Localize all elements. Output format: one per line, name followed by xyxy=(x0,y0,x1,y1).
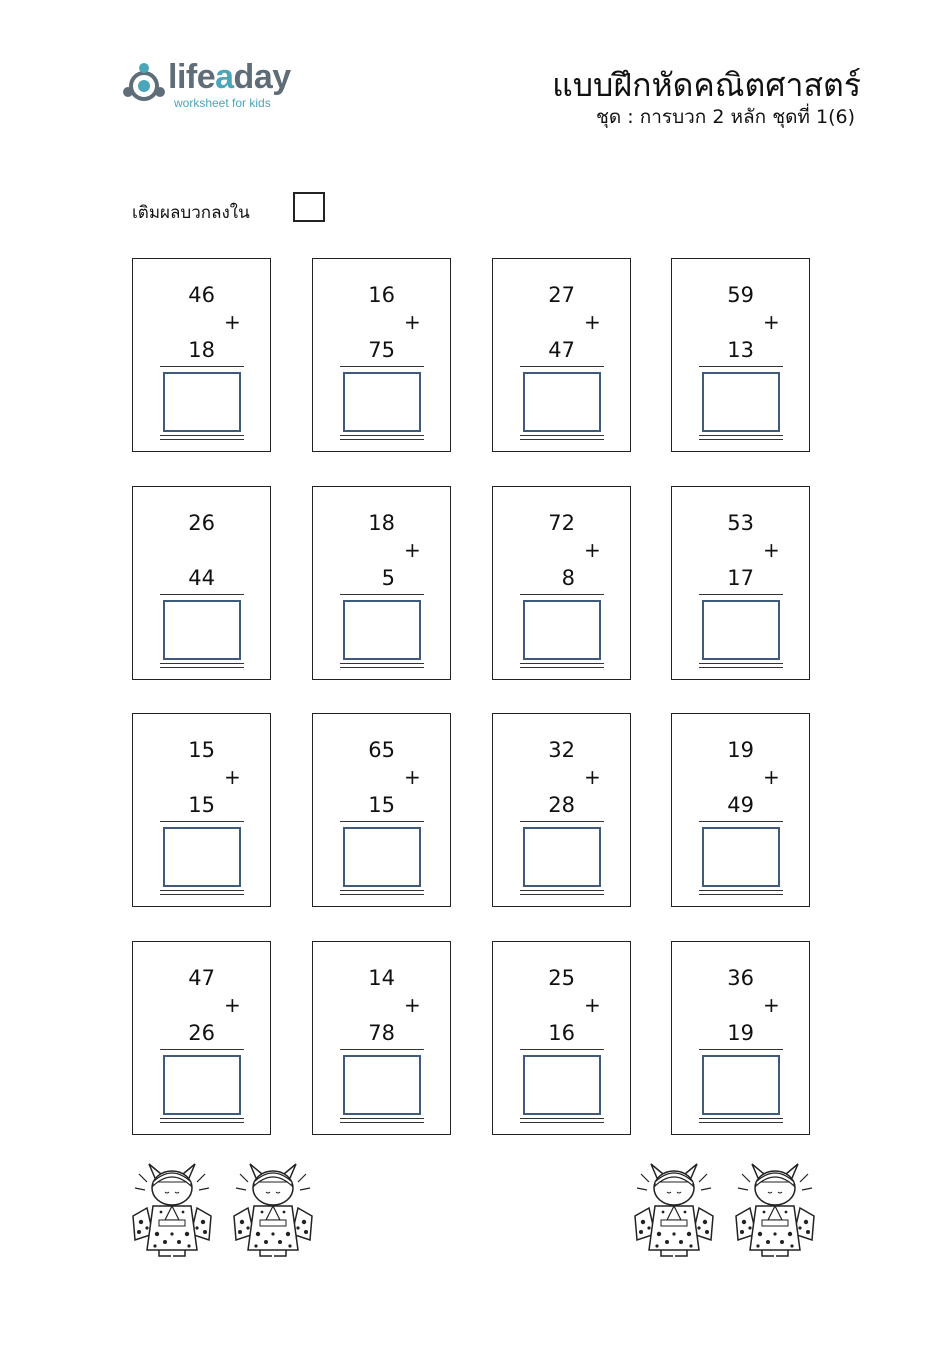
kokeshi-doll-icon xyxy=(228,1160,318,1260)
problem-card xyxy=(492,258,631,452)
problem-card xyxy=(312,258,451,452)
addend-top: 16 xyxy=(368,283,395,307)
double-underline xyxy=(340,435,424,436)
instruction-text: เติมผลบวกลงใน xyxy=(132,203,250,223)
double-underline xyxy=(340,439,424,440)
answer-box[interactable] xyxy=(343,1055,421,1115)
double-underline xyxy=(520,1118,604,1119)
answer-box[interactable] xyxy=(343,600,421,660)
addend-bottom: 28 xyxy=(548,793,575,817)
double-underline xyxy=(699,890,783,891)
plus-sign: + xyxy=(224,310,241,334)
kokeshi-doll-icon xyxy=(730,1160,820,1260)
answer-box[interactable] xyxy=(523,827,601,887)
page-subtitle: ชุด : การบวก 2 หลัก ชุดที่ 1(6) xyxy=(595,106,855,128)
addend-bottom: 78 xyxy=(368,1021,395,1045)
addend-top: 65 xyxy=(368,738,395,762)
addend-top: 15 xyxy=(188,738,215,762)
problem-card xyxy=(132,486,271,680)
plus-sign: + xyxy=(763,310,780,334)
sum-line xyxy=(340,1049,424,1050)
double-underline xyxy=(699,667,783,668)
addend-top: 47 xyxy=(188,966,215,990)
double-underline xyxy=(520,1122,604,1123)
sum-line xyxy=(520,594,604,595)
addend-bottom: 26 xyxy=(188,1021,215,1045)
double-underline xyxy=(699,435,783,436)
problem-card xyxy=(671,486,810,680)
kokeshi-doll-icon xyxy=(127,1160,217,1260)
double-underline xyxy=(160,890,244,891)
brand-tagline: worksheet for kids xyxy=(174,96,271,110)
plus-sign: + xyxy=(584,310,601,334)
answer-box[interactable] xyxy=(702,600,780,660)
double-underline xyxy=(340,1118,424,1119)
problem-card xyxy=(132,941,271,1135)
answer-box[interactable] xyxy=(163,372,241,432)
answer-box[interactable] xyxy=(702,827,780,887)
sum-line xyxy=(699,594,783,595)
answer-box[interactable] xyxy=(163,1055,241,1115)
plus-sign: + xyxy=(584,538,601,562)
double-underline xyxy=(160,1118,244,1119)
double-underline xyxy=(340,890,424,891)
sum-line xyxy=(160,821,244,822)
addend-top: 72 xyxy=(548,511,575,535)
sum-line xyxy=(340,366,424,367)
addend-bottom: 44 xyxy=(188,566,215,590)
sum-line xyxy=(699,1049,783,1050)
addend-top: 26 xyxy=(188,511,215,535)
double-underline xyxy=(699,663,783,664)
double-underline xyxy=(340,667,424,668)
double-underline xyxy=(340,663,424,664)
sum-line xyxy=(699,821,783,822)
sum-line xyxy=(160,1049,244,1050)
addend-bottom: 49 xyxy=(727,793,754,817)
sum-line xyxy=(160,366,244,367)
double-underline xyxy=(520,439,604,440)
double-underline xyxy=(520,890,604,891)
answer-box[interactable] xyxy=(343,827,421,887)
double-underline xyxy=(340,1122,424,1123)
addend-top: 18 xyxy=(368,511,395,535)
problem-card xyxy=(492,941,631,1135)
addend-bottom: 18 xyxy=(188,338,215,362)
double-underline xyxy=(340,894,424,895)
answer-box[interactable] xyxy=(163,827,241,887)
plus-sign: + xyxy=(763,993,780,1017)
addend-bottom: 15 xyxy=(188,793,215,817)
double-underline xyxy=(160,435,244,436)
problem-card xyxy=(671,713,810,907)
sum-line xyxy=(160,594,244,595)
brand-name: lifeaday xyxy=(168,58,291,96)
sum-line xyxy=(520,821,604,822)
addend-bottom: 19 xyxy=(727,1021,754,1045)
addend-bottom: 8 xyxy=(561,566,575,590)
plus-sign: + xyxy=(584,765,601,789)
double-underline xyxy=(160,894,244,895)
double-underline xyxy=(160,663,244,664)
plus-sign: + xyxy=(763,538,780,562)
sum-line xyxy=(340,821,424,822)
double-underline xyxy=(699,1118,783,1119)
sum-line xyxy=(520,366,604,367)
addend-bottom: 5 xyxy=(381,566,395,590)
addend-top: 46 xyxy=(188,283,215,307)
addend-bottom: 13 xyxy=(727,338,754,362)
sum-line xyxy=(520,1049,604,1050)
answer-box[interactable] xyxy=(702,372,780,432)
plus-sign: + xyxy=(404,538,421,562)
addend-bottom: 17 xyxy=(727,566,754,590)
addend-top: 59 xyxy=(727,283,754,307)
addend-top: 32 xyxy=(548,738,575,762)
double-underline xyxy=(520,667,604,668)
addend-bottom: 16 xyxy=(548,1021,575,1045)
double-underline xyxy=(160,1122,244,1123)
double-underline xyxy=(520,663,604,664)
problem-card xyxy=(312,941,451,1135)
plus-sign: + xyxy=(224,993,241,1017)
answer-box[interactable] xyxy=(523,600,601,660)
double-underline xyxy=(699,894,783,895)
double-underline xyxy=(160,667,244,668)
double-underline xyxy=(160,439,244,440)
problem-card xyxy=(312,713,451,907)
answer-box[interactable] xyxy=(523,372,601,432)
plus-sign: + xyxy=(404,993,421,1017)
addend-top: 27 xyxy=(548,283,575,307)
addend-top: 36 xyxy=(727,966,754,990)
addend-bottom: 75 xyxy=(368,338,395,362)
answer-box[interactable] xyxy=(343,372,421,432)
problem-card xyxy=(312,486,451,680)
page-title: แบบฝึกหัดคณิตศาสตร์ xyxy=(552,66,861,104)
problem-card xyxy=(132,713,271,907)
addend-top: 25 xyxy=(548,966,575,990)
double-underline xyxy=(520,894,604,895)
kokeshi-doll-icon xyxy=(629,1160,719,1260)
problem-card xyxy=(671,941,810,1135)
problem-card xyxy=(492,486,631,680)
answer-box[interactable] xyxy=(523,1055,601,1115)
answer-box[interactable] xyxy=(163,600,241,660)
double-underline xyxy=(699,1122,783,1123)
answer-box[interactable] xyxy=(702,1055,780,1115)
plus-sign: + xyxy=(404,310,421,334)
plus-sign: + xyxy=(224,765,241,789)
sum-line xyxy=(699,366,783,367)
double-underline xyxy=(699,439,783,440)
plus-sign: + xyxy=(404,765,421,789)
double-underline xyxy=(520,435,604,436)
problem-card xyxy=(132,258,271,452)
problem-card xyxy=(492,713,631,907)
addend-top: 14 xyxy=(368,966,395,990)
addend-bottom: 15 xyxy=(368,793,395,817)
addend-top: 53 xyxy=(727,511,754,535)
addend-bottom: 47 xyxy=(548,338,575,362)
plus-sign: + xyxy=(584,993,601,1017)
addend-top: 19 xyxy=(727,738,754,762)
sum-line xyxy=(340,594,424,595)
problem-card xyxy=(671,258,810,452)
plus-sign: + xyxy=(763,765,780,789)
